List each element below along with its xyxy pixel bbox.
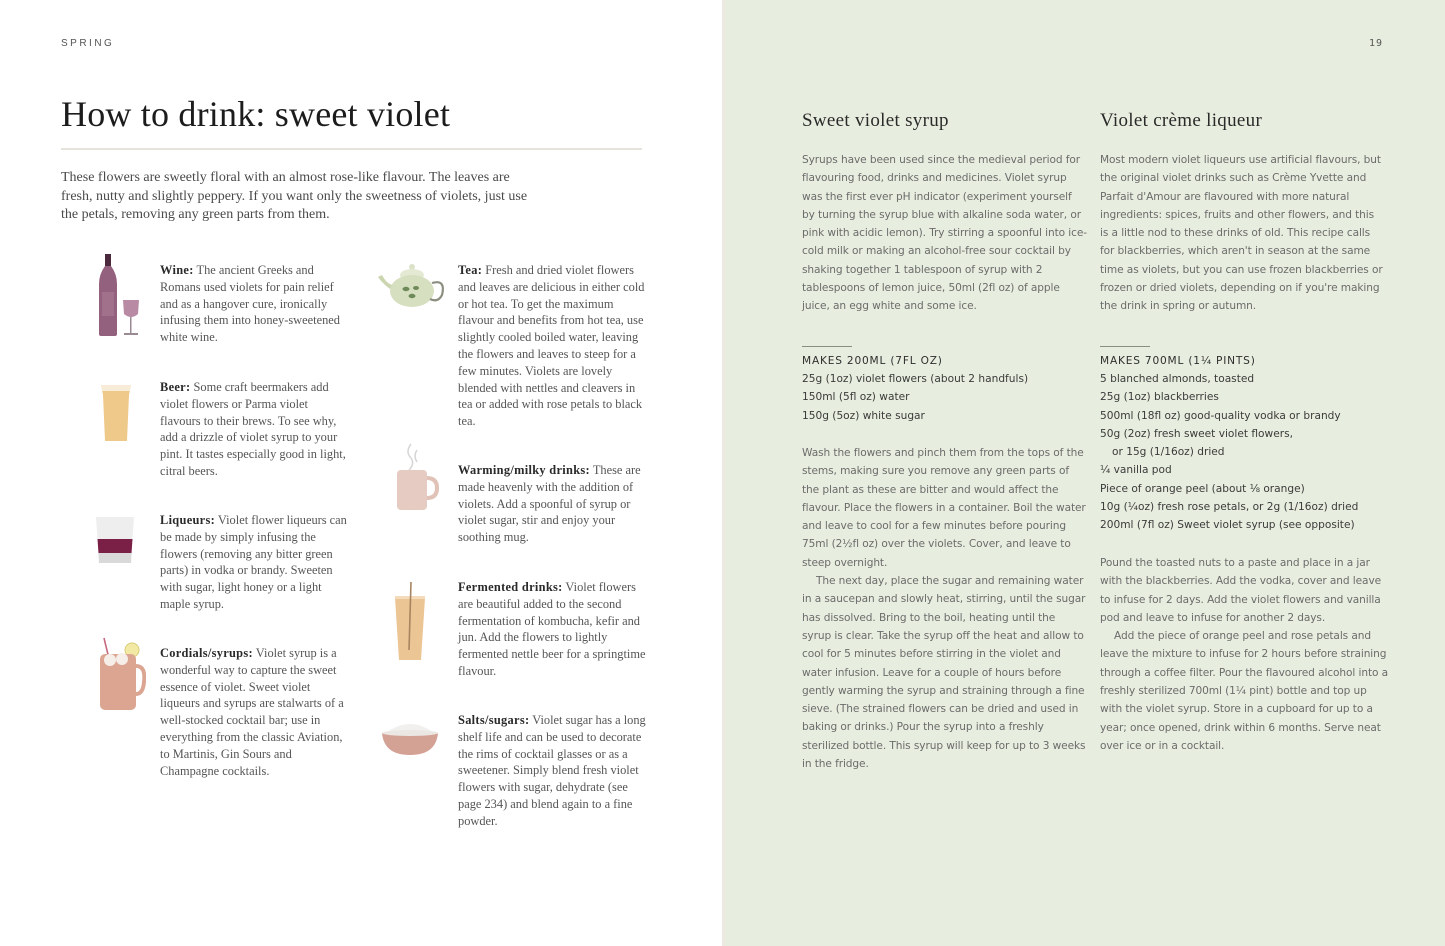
shot-glass-icon [94,515,136,570]
method-step: Add the piece of orange peel and rose petals and leave the mixture to infuse for 2 hours before straining through a coffee filter. Pour the flavoured alcohol into a freshly sterilized 700ml (1¼ pint) bottle and top up with the violet syrup. Store in a cupboard for up to a year; once opened, drink within 6 months. Serve neat over ice or in a cocktail. [1100,630,1389,752]
drink-text: Fresh and dried violet flowers and leaves are delicious in either cold or hot tea. To get the maximum flavour and benefits from hot tea, use slightly cooled boiled water, leaving the flowers and leaves to steep for a few minutes. Violets are lovely blended with nettles and cleavers in tea or added with rose petals to black tea. [458,263,645,429]
drink-label: Liqueurs: [160,513,216,527]
steaming-mug-icon [393,442,439,517]
mason-jar-drink-icon [96,636,146,717]
recipe-divider [1100,346,1150,347]
recipe-intro: Syrups have been used since the medieval period for flavouring food, drinks and medicines. Violet syrup was the first ever pH indicator (experiment yourself by turning the syrup blue with alkaline soda water, or pink with acidic lemon). Try stirring a spoonful into ice-cold milk or making an alcohol-free sour cocktail by shaking together 1 tablespoon of syrup with 2 tablespoons of lemon juice, 50ml (2fl oz) of apple juice, an egg white and some ice. [802,154,1087,313]
drink-item-salts-sugars [458,712,648,830]
drink-label: Wine: [160,263,194,277]
drink-item-liqueurs [160,512,350,613]
drink-text: Violet flower liqueurs can be made by simply infusing the flowers (removing any bitter green parts) in vodka or brandy. Sweeten with sugar, light honey or a light maple syrup. [160,513,347,611]
method-step: The next day, place the sugar and remaining water in a saucepan and slowly heat, stirring, until the sugar has dissolved. Bring to the boil, heating until the syrup is clear. Take the syrup off the heat and allow to cool for 5 minutes before stirring in the violet and water infusion. Leave for a couple of hours before gently warming the syrup and straining through a fine sieve. (The strained flowers can be dried and used in baking or drinks.) Pour the syrup into a freshly sterilized bottle. This syrup will keep for up to 3 weeks in the fridge. [802,575,1086,771]
recipe-yield: MAKES 700ML (1¼ PINTS) [1100,355,1256,367]
page-title: How to drink: sweet violet [61,94,451,134]
drink-item-wine [160,262,350,346]
recipe-yield: MAKES 200ML (7FL OZ) [802,355,943,367]
sugar-bowl-icon [380,715,440,764]
method-step: Wash the flowers and pinch them from the tops of the stems, making sure you remove any green parts of the plant as these are bitter and would affect the flavour. Place the flowers in a container. Boil the water and leave to cool for a few minutes before pouring 75ml (2½fl oz) over the violets. Cover, and leave to steep overnight. [802,447,1086,569]
teapot-icon [376,263,446,314]
intro-paragraph: These flowers are sweetly floral with an almost rose-like flavour. The leaves are fresh, nutty and slightly peppery. If you want only the sweetness of violets, just use the petals, removing any green parts from them. [61,170,528,222]
ingredient: 25g (1oz) violet flowers (about 2 handfuls) [802,373,1029,385]
drink-text: Violet sugar has a long shelf life and can be used to decorate the rims of cocktail glasses or as a sweetener. Simply blend fresh violet flowers with sugar, dehydrate (see page 234) and blend again to a fine powder. [458,713,646,828]
left-page [0,0,722,946]
drink-item-tea [458,262,648,430]
drink-label: Fermented drinks: [458,580,563,594]
tall-glass-straw-icon [393,582,427,667]
ingredient: Piece of orange peel (about ⅛ orange) [1100,482,1305,495]
drink-label: Cordials/syrups: [160,646,253,660]
drink-text: Violet syrup is a wonderful way to capture the sweet essence of violet. Sweet violet liqueurs and syrups are stalwarts of a well-stocked cocktail bar; use in everything from the classic Aviation, to Martinis, Gin Sours and Champagne cocktails. [160,646,344,778]
ingredient: 50g (2oz) fresh sweet violet flowers, [1100,427,1293,440]
recipe-intro: Most modern violet liqueurs use artificial flavours, but the original violet drinks such as Crème Yvette and Parfait d'Amour are flavoured with more natural ingredients: spices, fruits and other flowers, and this is a little nod to these drinks of old. This recipe calls for blackberries, which aren't in season at the same time as violets, but you can use frozen blackberries or frozen or dried violets, depending on if you're making the drink in spring or autumn. [1100,154,1383,313]
beer-pint-icon [99,383,133,448]
drink-item-warming [458,462,648,546]
recipe-method [802,444,1087,773]
drink-text: Some craft beermakers add violet flowers or Parma violet flavours to their brews. To see why, add a drizzle of violet syrup to your pint. It tastes especially good in light, citral beers. [160,380,346,478]
drink-text: Violet flowers are beautiful added to the second fermentation of kombucha, kefir and jun. Add the flowers to lightly fermented nettle beer for a springtime flavour. [458,580,646,678]
drink-text: The ancient Greeks and Romans used violets for pain relief and as a hangover cure, ironically infusing them into honey-sweetened white wine. [160,263,340,345]
ingredient: 150ml (5fl oz) water [802,391,910,404]
wine-bottle-glass-icon [96,254,144,343]
ingredient: 25g (1oz) blackberries [1100,391,1219,404]
method-step: Pound the toasted nuts to a paste and place in a jar with the blackberries. Add the vodka, cover and leave to infuse for 2 days. Add the violet flowers and vanilla pod and leave to infuse for another 2 days. [1100,557,1382,624]
running-head: SPRING [61,38,115,49]
ingredient: 150g (5oz) white sugar [802,409,925,422]
ingredient: 200ml (7fl oz) Sweet violet syrup (see opposite) [1100,519,1355,532]
title-divider [61,148,642,150]
recipe-divider [802,346,852,347]
recipe-title-sweet-violet-syrup: Sweet violet syrup [802,110,949,131]
ingredient: ¼ vanilla pod [1100,464,1172,477]
ingredient-list [1100,370,1390,535]
ingredient-list [802,370,1087,425]
ingredient: or 15g (1/16oz) dried [1112,446,1225,459]
drink-text: These are made heavenly with the addition of violets. Add a spoonful of syrup or violet sugar, stir and enjoy your soothing mug. [458,463,641,545]
drink-item-cordials [160,645,350,779]
drink-label: Salts/sugars: [458,713,530,727]
drink-label: Warming/milky drinks: [458,463,590,477]
drink-label: Tea: [458,263,483,277]
ingredient: 5 blanched almonds, toasted [1100,373,1255,385]
page-number: 19 [1369,38,1384,49]
ingredient: 500ml (18fl oz) good-quality vodka or brandy [1100,409,1341,422]
drink-item-fermented [458,579,648,680]
drink-label: Beer: [160,380,191,394]
recipe-title-violet-creme-liqueur: Violet crème liqueur [1100,110,1263,131]
drink-item-beer [160,379,350,480]
recipe-method [1100,554,1390,755]
ingredient: 10g (¼oz) fresh rose petals, or 2g (1/16oz) dried [1100,501,1359,514]
